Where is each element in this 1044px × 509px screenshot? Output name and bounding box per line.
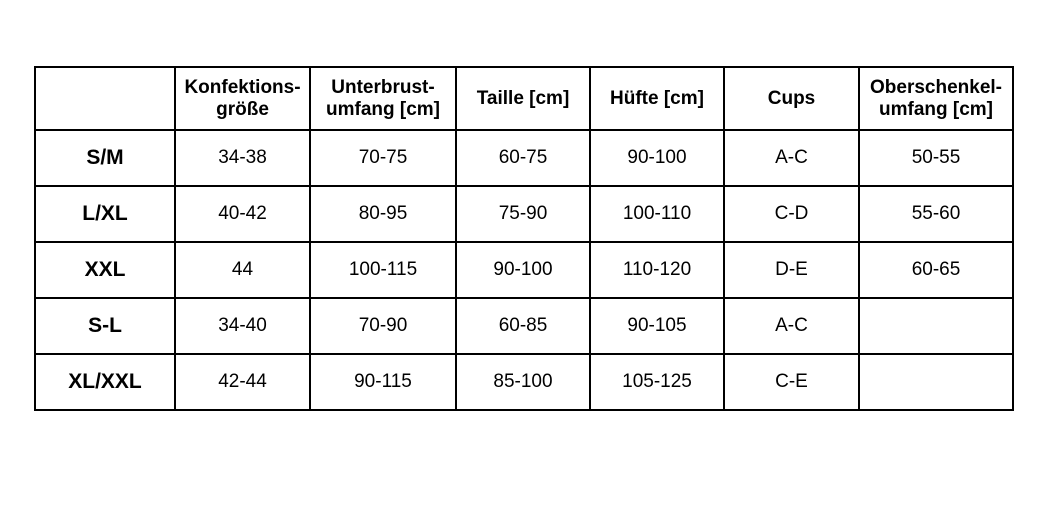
header-row [35,67,1013,130]
table-cell: A-C [724,130,859,186]
header-text: Unterbrust- [331,76,435,98]
header-oberschenkelumfang [859,67,1013,130]
table-cell: 105-125 [590,354,724,410]
table-cell: 100-115 [310,242,456,298]
table-cell: D-E [724,242,859,298]
table-cell: 90-105 [590,298,724,354]
table-cell: 100-110 [590,186,724,242]
table-cell: 85-100 [456,354,590,410]
table-cell: 34-40 [175,298,310,354]
table-cell: 110-120 [590,242,724,298]
table-cell: 34-38 [175,130,310,186]
header-corner [35,67,175,130]
table-cell: 90-100 [590,130,724,186]
header-text: Taille [cm] [476,87,570,109]
size-label-cell: XXL [35,242,175,298]
table-cell: 70-90 [310,298,456,354]
table-row [35,242,1013,298]
table-cell: C-E [724,354,859,410]
table-cell: 42-44 [175,354,310,410]
header-cups [724,67,859,130]
table-cell: C-D [724,186,859,242]
header-text: Oberschenkel- [870,76,1002,98]
size-label-cell: L/XL [35,186,175,242]
table-cell: 50-55 [859,130,1013,186]
table-cell [859,354,1013,410]
table-row [35,354,1013,410]
table-cell: A-C [724,298,859,354]
header-text: größe [216,98,269,120]
table-cell: 40-42 [175,186,310,242]
size-label-cell: XL/XXL [35,354,175,410]
size-chart-table [34,66,1014,411]
table-row [35,130,1013,186]
table-cell: 80-95 [310,186,456,242]
table-cell: 70-75 [310,130,456,186]
size-label-cell: S-L [35,298,175,354]
header-text: umfang [cm] [879,98,993,120]
table-row [35,298,1013,354]
header-taille [456,67,590,130]
table-row [35,186,1013,242]
table-cell: 75-90 [456,186,590,242]
header-text: umfang [cm] [326,98,440,120]
size-label-cell: S/M [35,130,175,186]
table-cell: 90-100 [456,242,590,298]
table-cell: 60-75 [456,130,590,186]
table-cell: 60-85 [456,298,590,354]
table-cell: 55-60 [859,186,1013,242]
header-unterbrustumfang [310,67,456,130]
header-huefte [590,67,724,130]
table-cell [859,298,1013,354]
header-konfektionsgroesse [175,67,310,130]
header-text: Hüfte [cm] [610,87,704,109]
header-text: Konfektions- [184,76,301,98]
table-cell: 44 [175,242,310,298]
header-text: Cups [767,87,816,109]
table-cell: 60-65 [859,242,1013,298]
table-cell: 90-115 [310,354,456,410]
